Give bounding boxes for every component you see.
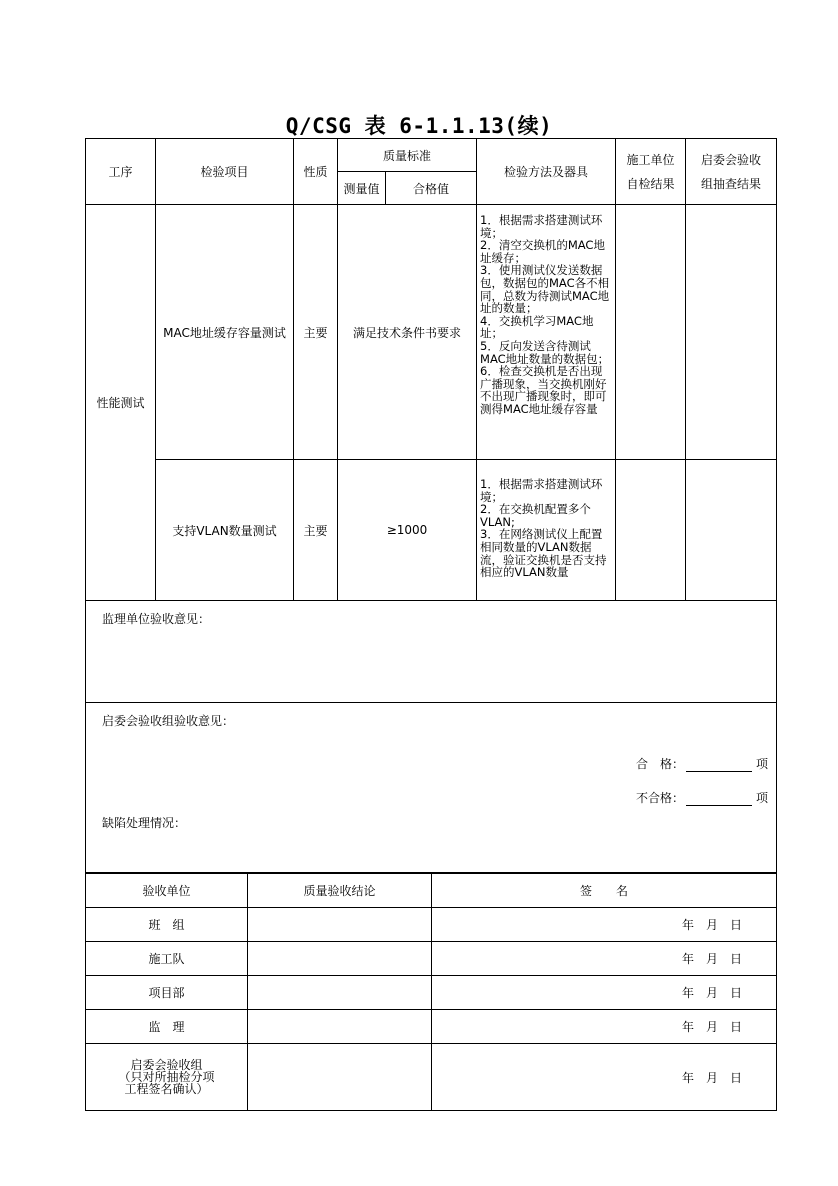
day-label: 日 (729, 1020, 742, 1034)
sig-date-cell[interactable] (432, 942, 777, 976)
month-label: 月 (705, 918, 718, 932)
header-item: 检验项目 (156, 139, 294, 205)
year-label: 年 (681, 1070, 694, 1085)
header-contractor-check (616, 139, 686, 205)
fail-label: 不合格： (635, 791, 684, 805)
row-method (477, 205, 616, 460)
section-performance-test: 性能测试 (86, 205, 156, 601)
sig-conclusion-cell[interactable] (248, 1010, 432, 1044)
header-quality-standard: 质量标准 (338, 139, 477, 172)
month-label: 月 (705, 1020, 718, 1034)
sig-unit: 监 理 (86, 1010, 248, 1044)
header-committee-line2: 组抽查结果 (701, 176, 762, 191)
sig-header-unit: 验收单位 (86, 874, 248, 908)
month-label: 月 (705, 952, 718, 966)
row-qualified-value: ≥1000 (338, 460, 477, 601)
committee-result-cell[interactable] (686, 460, 777, 601)
row-method (477, 460, 616, 601)
row-nature: 主要 (294, 205, 338, 460)
fail-unit: 项 (756, 791, 769, 805)
sig-conclusion-cell[interactable] (248, 976, 432, 1010)
row-item: 支持VLAN数量测试 (156, 460, 294, 601)
method-step: 1．根据需求搭建测试环境； (480, 213, 603, 240)
method-step: 1．根据需求搭建测试环境； (480, 477, 603, 504)
day-label: 日 (729, 952, 742, 966)
defect-label: 缺陷处理情况： (102, 816, 187, 830)
signature-table (85, 873, 777, 1111)
method-step: 3．使用测试仪发送数据包，数据包的MAC各不相同，总数为待测试MAC地址的数量； (480, 263, 610, 316)
fail-count-row (636, 789, 768, 806)
header-nature: 性质 (294, 139, 338, 205)
method-step: 5．反向发送含待测试MAC地址数量的数据包； (480, 338, 610, 366)
method-step: 6．检查交换机是否出现广播现象，当交换机刚好不出现广播现象时，即可测得MAC地址缓存容量 (480, 364, 607, 416)
committee-result-cell[interactable] (686, 205, 777, 460)
sig-conclusion-cell[interactable] (248, 1044, 432, 1111)
header-contractor-line1: 施工单位 (626, 152, 675, 167)
method-step: 4．交换机学习MAC地址； (480, 313, 594, 341)
sig-date-cell[interactable] (432, 976, 777, 1010)
year-label: 年 (681, 952, 694, 966)
committee-opinion-label: 启委会验收组验收意见： (102, 714, 235, 728)
year-label: 年 (681, 1020, 694, 1034)
method-step: 2．在交换机配置多个VLAN; (480, 502, 591, 529)
sig-unit: 班 组 (86, 908, 248, 942)
day-label: 日 (729, 1070, 742, 1085)
sig-date-cell[interactable] (432, 908, 777, 942)
row-item: MAC地址缓存容量测试 (156, 205, 294, 460)
year-label: 年 (681, 986, 694, 1000)
contractor-result-cell[interactable] (616, 205, 686, 460)
sig-date-cell[interactable] (432, 1044, 777, 1111)
supervision-opinion-label: 监理单位验收意见： (102, 612, 211, 626)
sig-header-signature: 签 名 (432, 874, 777, 908)
method-step: 3．在网络测试仪上配置相同数量的VLAN数据流，验证交换机是否支持相应的VLAN数量 (480, 527, 607, 580)
header-measured: 测量值 (338, 172, 386, 205)
header-qualified: 合格值 (386, 172, 477, 205)
sig-conclusion-cell[interactable] (248, 942, 432, 976)
inspection-table (85, 138, 777, 873)
pass-count-field[interactable] (686, 759, 752, 772)
row-qualified-value: 满足技术条件书要求 (338, 205, 477, 460)
month-label: 月 (705, 986, 718, 1000)
sig-header-conclusion: 质量验收结论 (248, 874, 432, 908)
method-step: 2．清空交换机的MAC地址缓存； (480, 238, 605, 265)
row-nature: 主要 (294, 460, 338, 601)
sig-unit: 项目部 (86, 976, 248, 1010)
sig-unit-committee: 启委会验收组 （只对所抽检分项 工程签名确认） (86, 1044, 248, 1111)
supervision-opinion-area[interactable] (86, 601, 777, 703)
committee-opinion-area[interactable] (86, 703, 777, 873)
day-label: 日 (729, 918, 742, 932)
fail-count-field[interactable] (686, 793, 752, 806)
header-committee-line1: 启委会验收 (701, 152, 762, 167)
header-contractor-line2: 自检结果 (626, 176, 675, 191)
header-process: 工序 (86, 139, 156, 205)
document-title: Q/CSG 表 6-1.1.13(续) (285, 114, 553, 138)
year-label: 年 (681, 918, 694, 932)
pass-count-row (636, 755, 768, 772)
header-method: 检验方法及器具 (477, 139, 616, 205)
sig-conclusion-cell[interactable] (248, 908, 432, 942)
month-label: 月 (705, 1070, 718, 1085)
sig-unit: 施工队 (86, 942, 248, 976)
pass-unit: 项 (756, 757, 769, 771)
pass-label: 合 格： (635, 757, 684, 771)
day-label: 日 (729, 986, 742, 1000)
contractor-result-cell[interactable] (616, 460, 686, 601)
header-committee-check (686, 139, 777, 205)
sig-date-cell[interactable] (432, 1010, 777, 1044)
